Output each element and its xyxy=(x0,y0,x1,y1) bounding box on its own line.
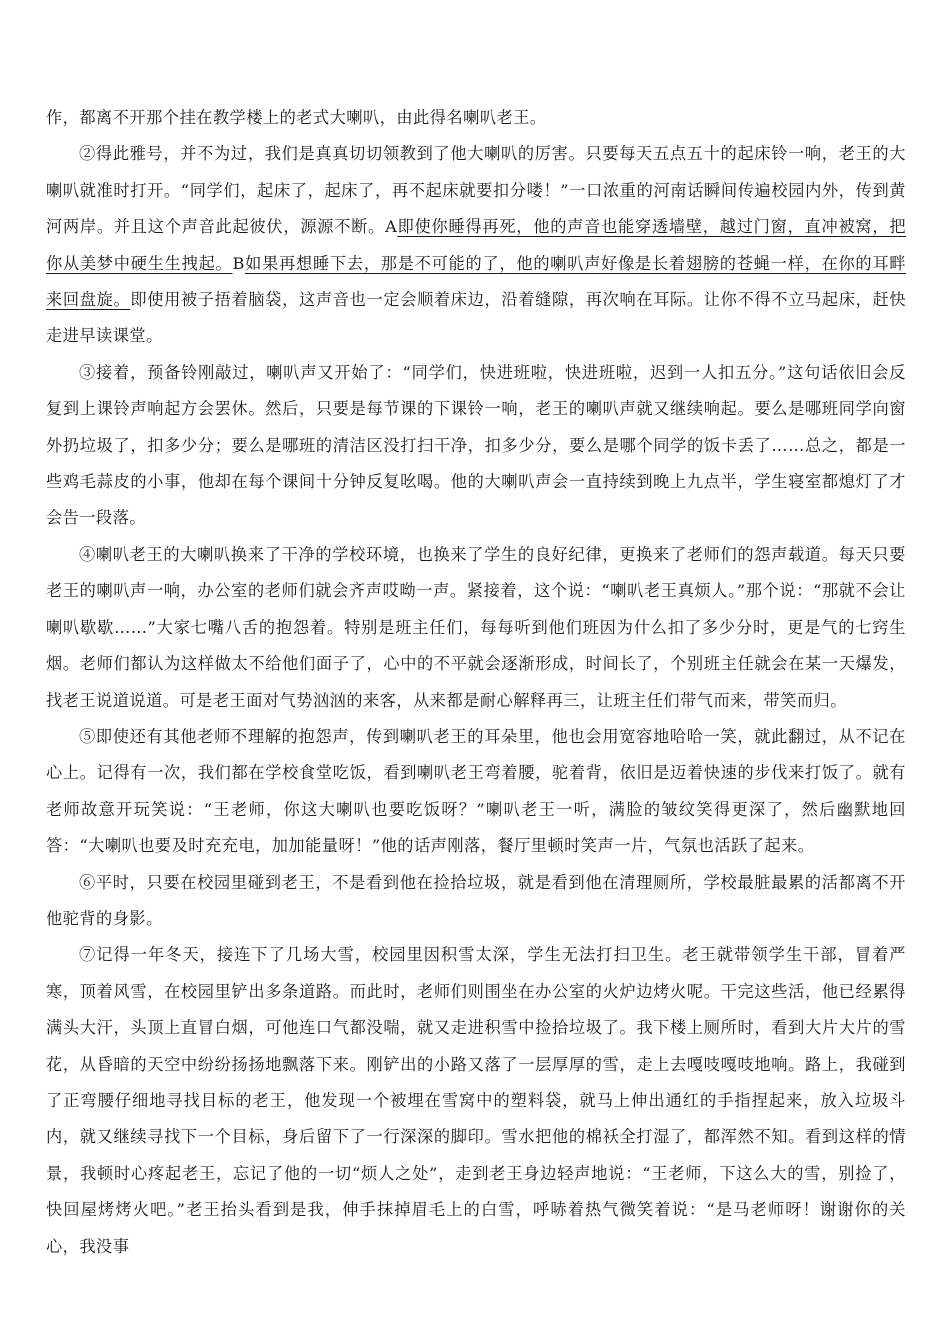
paragraph-4: ④喇叭老王的大喇叭换来了干净的学校环境，也换来了学生的良好纪律，更换来了老师们的怨声载道。每天只要老王的喇叭声一响，办公室的老师们就会齐声哎呦一声。紧接着，这个说：“喇叭老王真烦人。”那个说：“那就不会让喇叭歇歇……”大家七嘴八舌的抱怨着。特别是班主任们，每每听到他们班因为什么扣了多少分时，更是气的七窍生烟。老师们都认为这样做太不给他们面子了，心中的不平就会逐渐形成，时间长了，个别班主任就会在某一天爆发，找老王说道说道。可是老王面对气势汹汹的来客，从来都是耐心解释再三，让班主任们带气而来，带笑而归。 xyxy=(46,544,906,710)
underlined-sentence-a: 即使你睡得再死，他的声音也能穿透墙壁，越过门窗，直冲被窝，把你从美梦中硬生生拽起。 xyxy=(46,217,907,273)
paragraph-2-lead: ②得此雅号，并不为过，我们是真真切切领教到了他大喇叭的厉害。只要每天五点五十的起床铃一响，老王的大喇叭就准时打开。“同学们，起床了，起床了，再不起床就要扣分喽！”一口浓重的河南话瞬间传遍校园内外，传到黄河两岸。并且这个声音此起彼伏，源源不断。 xyxy=(46,144,906,237)
paragraph-6: ⑥平时，只要在校园里碰到老王，不是看到他在捡拾垃圾，就是看到他在清理厕所，学校最脏最累的活都离不开他驼背的身影。 xyxy=(46,872,906,928)
annotation-label-a: A xyxy=(385,217,398,237)
paragraph-2 xyxy=(46,136,906,354)
paragraph-2-tail: 即使用被子捂着脑袋，这声音也一定会顺着床边，沿着缝隙，再次响在耳际。让你不得不立马起床，赶快走进早读课堂。 xyxy=(46,290,907,346)
paragraph-7: ⑦记得一年冬天，接连下了几场大雪，校园里因积雪太深，学生无法打扫卫生。老王就带领学生干部，冒着严寒，顶着风雪，在校园里铲出多条道路。而此时，老师们则围坐在办公室的火炉边烤火呢。干完这些活，他已经累得满头大汗，头顶上直冒白烟，可他连口气都没喘，就又走进积雪中捡拾垃圾了。我下楼上厕所时，看到大片大片的雪花，从昏暗的天空中纷纷扬扬地飘落下来。刚铲出的小路又落了一层厚厚的雪，走上去嘎吱嘎吱地响。路上，我碰到了正弯腰仔细地寻找目标的老王，他发现一个被埋在雪窝中的塑料袋，就马上伸出通红的手指捏起来，放入垃圾斗内，就又继续寻找下一个目标，身后留下了一行深深的脚印。雪水把他的棉袄全打湿了，都浑然不知。看到这样的情景，我顿时心疼起老王，忘记了他的一切“烦人之处”，走到老王身边轻声地说：“王老师，下这么大的雪，别捡了，快回屋烤烤火吧。”老王抬头看到是我，伸手抹掉眉毛上的白雪，呼哧着热气微笑着说：“是马老师呀！谢谢你的关心，我没事 xyxy=(46,945,906,1256)
paragraph-3: ③接着，预备铃刚敲过，喇叭声又开始了：“同学们，快进班啦，快进班啦，迟到一人扣五分。”这句话依旧会反复到上课铃声响起方会罢休。然后，只要是每节课的下课铃一响，老王的喇叭声就又继续响起。要么是哪班同学向窗外扔垃圾了，扣多少分；要么是哪班的清洁区没打扫干净，扣多少分，要么是哪个同学的饭卡丢了……总之，都是一些鸡毛蒜皮的小事，他却在每个课间十分钟反复吆喝。他的大喇叭声会一直持续到晚上九点半，学生寝室都熄灯了才会告一段落。 xyxy=(46,362,906,528)
paragraph-5: ⑤即使还有其他老师不理解的抱怨声，传到喇叭老王的耳朵里，他也会用宽容地哈哈一笑，就此翻过，从不记在心上。记得有一次，我们都在学校食堂吃饭，看到喇叭老王弯着腰，驼着背，依旧是迈着快速的步伐来打饭了。就有老师故意开玩笑说：“王老师，你这大喇叭也要吃饭呀？”喇叭老王一听，满脸的皱纹笑得更深了，然后幽默地回答：“大喇叭也要及时充充电，加加能量呀！”他的话声刚落，餐厅里顿时笑声一片，气氛也活跃了起来。 xyxy=(46,726,906,856)
paragraph-1-continued: 作，都离不开那个挂在教学楼上的老式大喇叭，由此得名喇叭老王。 xyxy=(46,108,547,127)
underlined-sentence-b: 如果再想睡下去，那是不可能的了，他的喇叭声好像是长着翅膀的苍蝇一样，在你的耳畔来回盘旋。 xyxy=(46,253,907,310)
annotation-label-b: B xyxy=(232,253,245,273)
